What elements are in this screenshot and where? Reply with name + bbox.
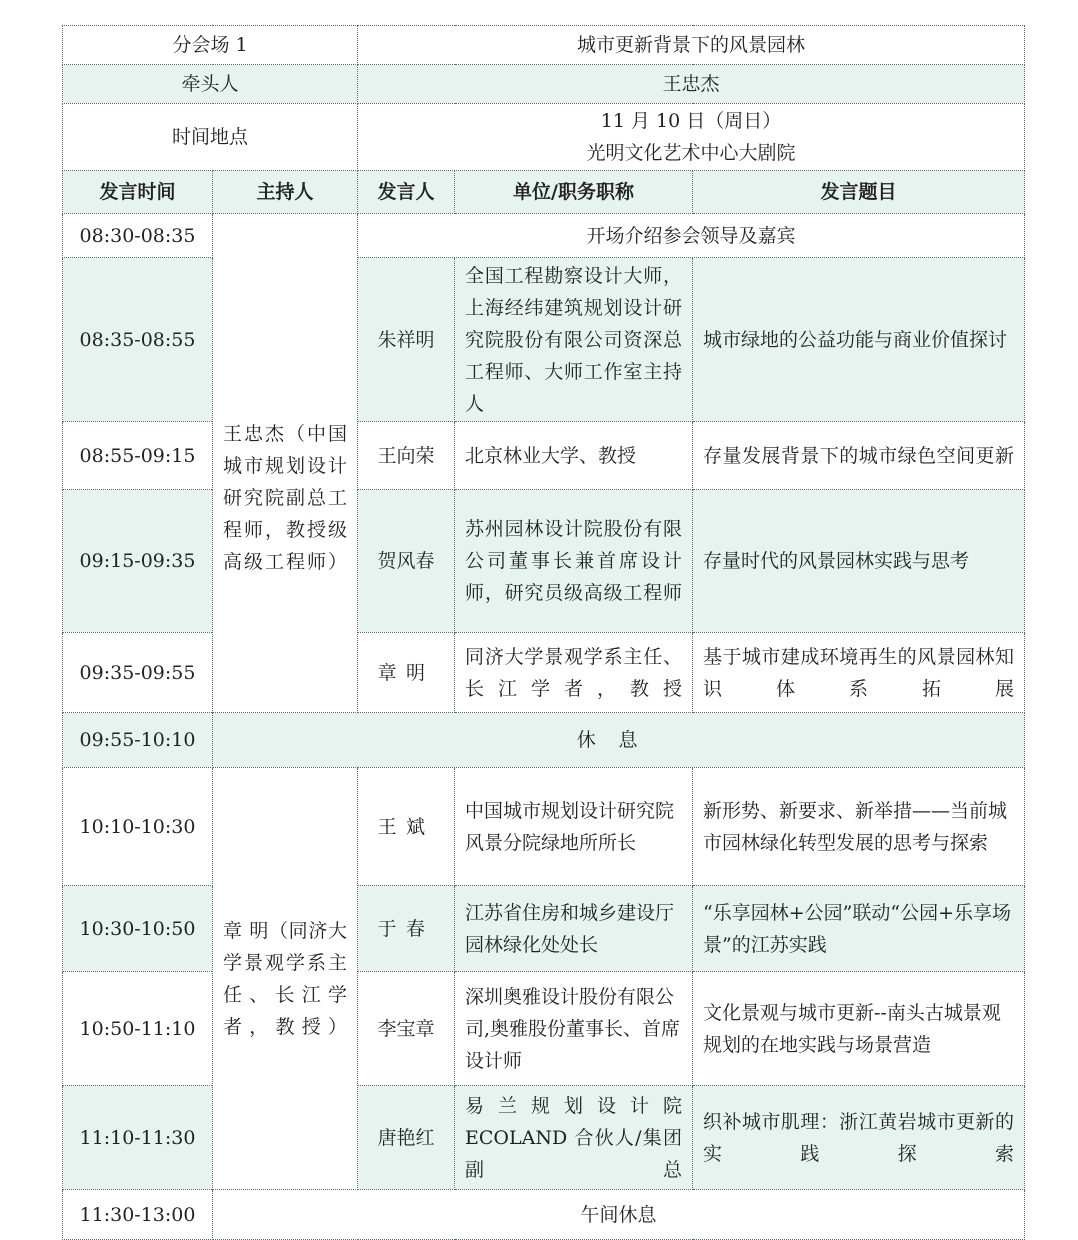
table-row (63, 768, 1025, 886)
event-date: 11 月 10 日（周日） (600, 110, 782, 132)
speaker-cell: 李宝章 (358, 972, 455, 1086)
table-row (63, 258, 1025, 422)
col-header-topic: 发言题目 (693, 171, 1025, 214)
topic-cell: 基于城市建成环境再生的风景园林知识体系拓展 (693, 633, 1025, 713)
column-header-row (63, 171, 1025, 214)
org-cell: 同济大学景观学系主任、长江学者，教授 (455, 633, 693, 713)
schedule-table (62, 25, 1025, 1240)
table-row (63, 713, 1025, 768)
time-cell: 09:55-10:10 (63, 713, 213, 768)
time-cell: 08:55-09:15 (63, 422, 213, 490)
org-cell: 深圳奥雅设计股份有限公司,奥雅股份董事长、首席设计师 (455, 972, 693, 1086)
table-row (63, 422, 1025, 490)
time-cell: 09:35-09:55 (63, 633, 213, 713)
time-cell: 11:30-13:00 (63, 1190, 213, 1240)
org-cell: 易兰规划设计院ECOLAND 合伙人/集团副总 (455, 1086, 693, 1190)
org-cell: 中国城市规划设计研究院风景分院绿地所所长 (455, 768, 693, 886)
lead-row (63, 65, 1025, 104)
session-label: 分会场 1 (63, 26, 358, 65)
session-title: 城市更新背景下的风景园林 (358, 26, 1025, 65)
topic-cell: 存量时代的风景园林实践与思考 (693, 490, 1025, 633)
topic-cell: “乐享园林+公园”联动“公园+乐享场景”的江苏实践 (693, 886, 1025, 972)
org-cell: 北京林业大学、教授 (455, 422, 693, 490)
time-cell: 10:30-10:50 (63, 886, 213, 972)
timeplace-value (358, 104, 1025, 171)
host-cell: 章 明（同济大学景观学系主任、长江学者，教授） (213, 768, 358, 1190)
org-cell: 全国工程勘察设计大师，上海经纬建筑规划设计研究院股份有限公司资深总工程师、大师工作室主持人 (455, 258, 693, 422)
topic-cell: 城市绿地的公益功能与商业价值探讨 (693, 258, 1025, 422)
merged-cell: 休息 (213, 713, 1025, 768)
topic-cell: 存量发展背景下的城市绿色空间更新 (693, 422, 1025, 490)
topic-cell: 织补城市肌理：浙江黄岩城市更新的实践探索 (693, 1086, 1025, 1190)
event-venue: 光明文化艺术中心大剧院 (586, 142, 796, 164)
table-row (63, 633, 1025, 713)
topic-cell: 文化景观与城市更新--南头古城景观规划的在地实践与场景营造 (693, 972, 1025, 1086)
table-row (63, 1086, 1025, 1190)
time-cell: 10:10-10:30 (63, 768, 213, 886)
org-cell: 苏州园林设计院股份有限公司董事长兼首席设计师，研究员级高级工程师 (455, 490, 693, 633)
timeplace-row (63, 104, 1025, 171)
col-header-host: 主持人 (213, 171, 358, 214)
org-cell: 江苏省住房和城乡建设厅园林绿化处处长 (455, 886, 693, 972)
time-cell: 09:15-09:35 (63, 490, 213, 633)
table-row (63, 214, 1025, 258)
speaker-cell: 朱祥明 (358, 258, 455, 422)
table-row (63, 972, 1025, 1086)
time-cell: 10:50-11:10 (63, 972, 213, 1086)
topic-cell: 新形势、新要求、新举措——当前城市园林绿化转型发展的思考与探索 (693, 768, 1025, 886)
time-cell: 08:35-08:55 (63, 258, 213, 422)
table-row (63, 1190, 1025, 1240)
speaker-cell: 王向荣 (358, 422, 455, 490)
col-header-time: 发言时间 (63, 171, 213, 214)
time-cell: 08:30-08:35 (63, 214, 213, 258)
col-header-org: 单位/职务职称 (455, 171, 693, 214)
speaker-cell: 唐艳红 (358, 1086, 455, 1190)
timeplace-label: 时间地点 (63, 104, 358, 171)
host-cell: 王忠杰（中国城市规划设计研究院副总工程师，教授级高级工程师） (213, 214, 358, 713)
table-row (63, 490, 1025, 633)
time-cell: 11:10-11:30 (63, 1086, 213, 1190)
col-header-speaker: 发言人 (358, 171, 455, 214)
lead-value: 王忠杰 (358, 65, 1025, 104)
merged-cell: 开场介绍参会领导及嘉宾 (358, 214, 1025, 258)
speaker-cell: 章明 (358, 633, 455, 713)
lead-label: 牵头人 (63, 65, 358, 104)
speaker-cell: 于春 (358, 886, 455, 972)
merged-cell: 午间休息 (213, 1190, 1025, 1240)
session-row (63, 26, 1025, 65)
speaker-cell: 贺风春 (358, 490, 455, 633)
speaker-cell: 王斌 (358, 768, 455, 886)
table-row (63, 886, 1025, 972)
